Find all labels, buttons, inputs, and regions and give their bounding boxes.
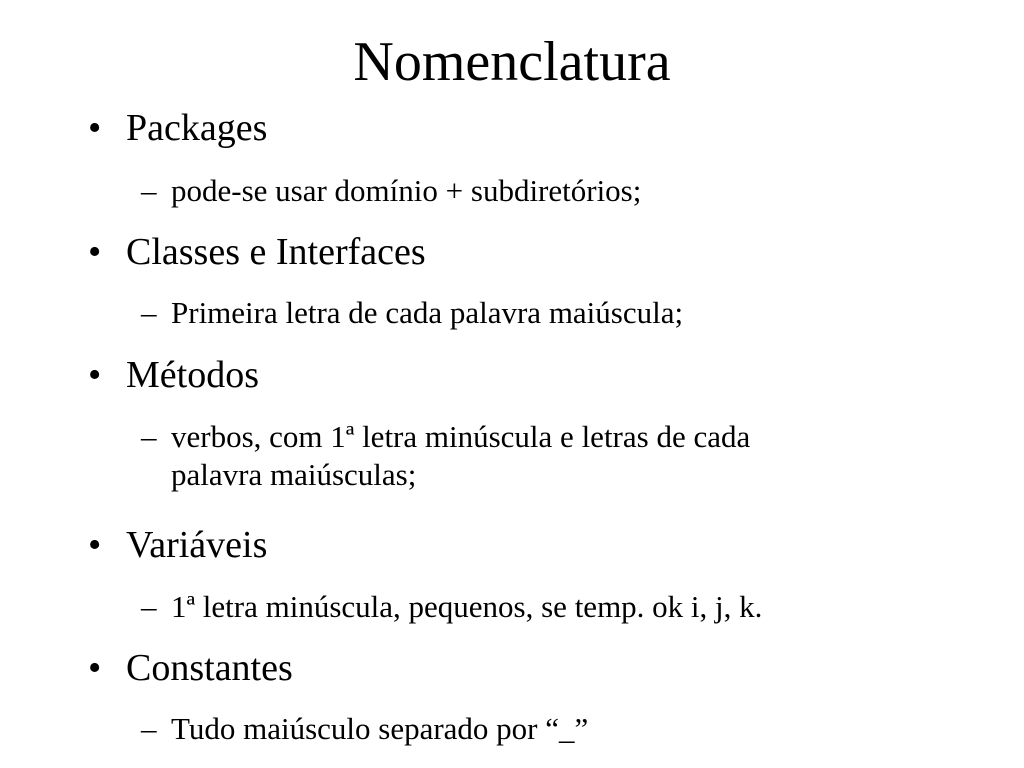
bullet-label: Classes e Interfaces bbox=[126, 231, 426, 273]
bullet-constantes bbox=[88, 646, 293, 690]
bullet-label: Variáveis bbox=[126, 524, 268, 566]
dash-icon: – bbox=[141, 419, 157, 454]
sub-item-classes-interfaces bbox=[141, 294, 683, 332]
bullet-icon: • bbox=[88, 231, 102, 273]
bullet-icon: • bbox=[88, 354, 102, 396]
sub-item-text: verbos, com 1ª letra minúscula e letras de cada bbox=[171, 419, 751, 454]
bullet-packages bbox=[88, 106, 267, 150]
sub-item-text: Primeira letra de cada palavra maiúscula; bbox=[171, 295, 684, 330]
sub-item-metodos bbox=[141, 418, 750, 494]
dash-icon: – bbox=[141, 711, 157, 746]
bullet-classes-interfaces bbox=[88, 230, 426, 274]
bullet-label: Métodos bbox=[126, 354, 259, 396]
bullet-variaveis bbox=[88, 523, 267, 567]
slide-title: Nomenclatura bbox=[353, 31, 671, 93]
dash-icon: – bbox=[141, 173, 157, 208]
bullet-label: Packages bbox=[126, 107, 268, 149]
sub-item-variaveis bbox=[141, 588, 762, 626]
sub-item-text: 1ª letra minúscula, pequenos, se temp. ok i, j, k. bbox=[171, 589, 763, 624]
bullet-label: Constantes bbox=[126, 647, 293, 689]
bullet-icon: • bbox=[88, 647, 102, 689]
dash-icon: – bbox=[141, 295, 157, 330]
sub-item-constantes bbox=[141, 710, 588, 748]
sub-item-text: Tudo maiúsculo separado por “_” bbox=[171, 711, 589, 746]
bullet-icon: • bbox=[88, 107, 102, 149]
sub-item-text: pode-se usar domínio + subdiretórios; bbox=[171, 173, 642, 208]
sub-item-text-continued: palavra maiúsculas; bbox=[171, 457, 417, 492]
bullet-icon: • bbox=[88, 524, 102, 566]
sub-item-packages bbox=[141, 172, 641, 210]
bullet-metodos bbox=[88, 353, 259, 397]
dash-icon: – bbox=[141, 589, 157, 624]
